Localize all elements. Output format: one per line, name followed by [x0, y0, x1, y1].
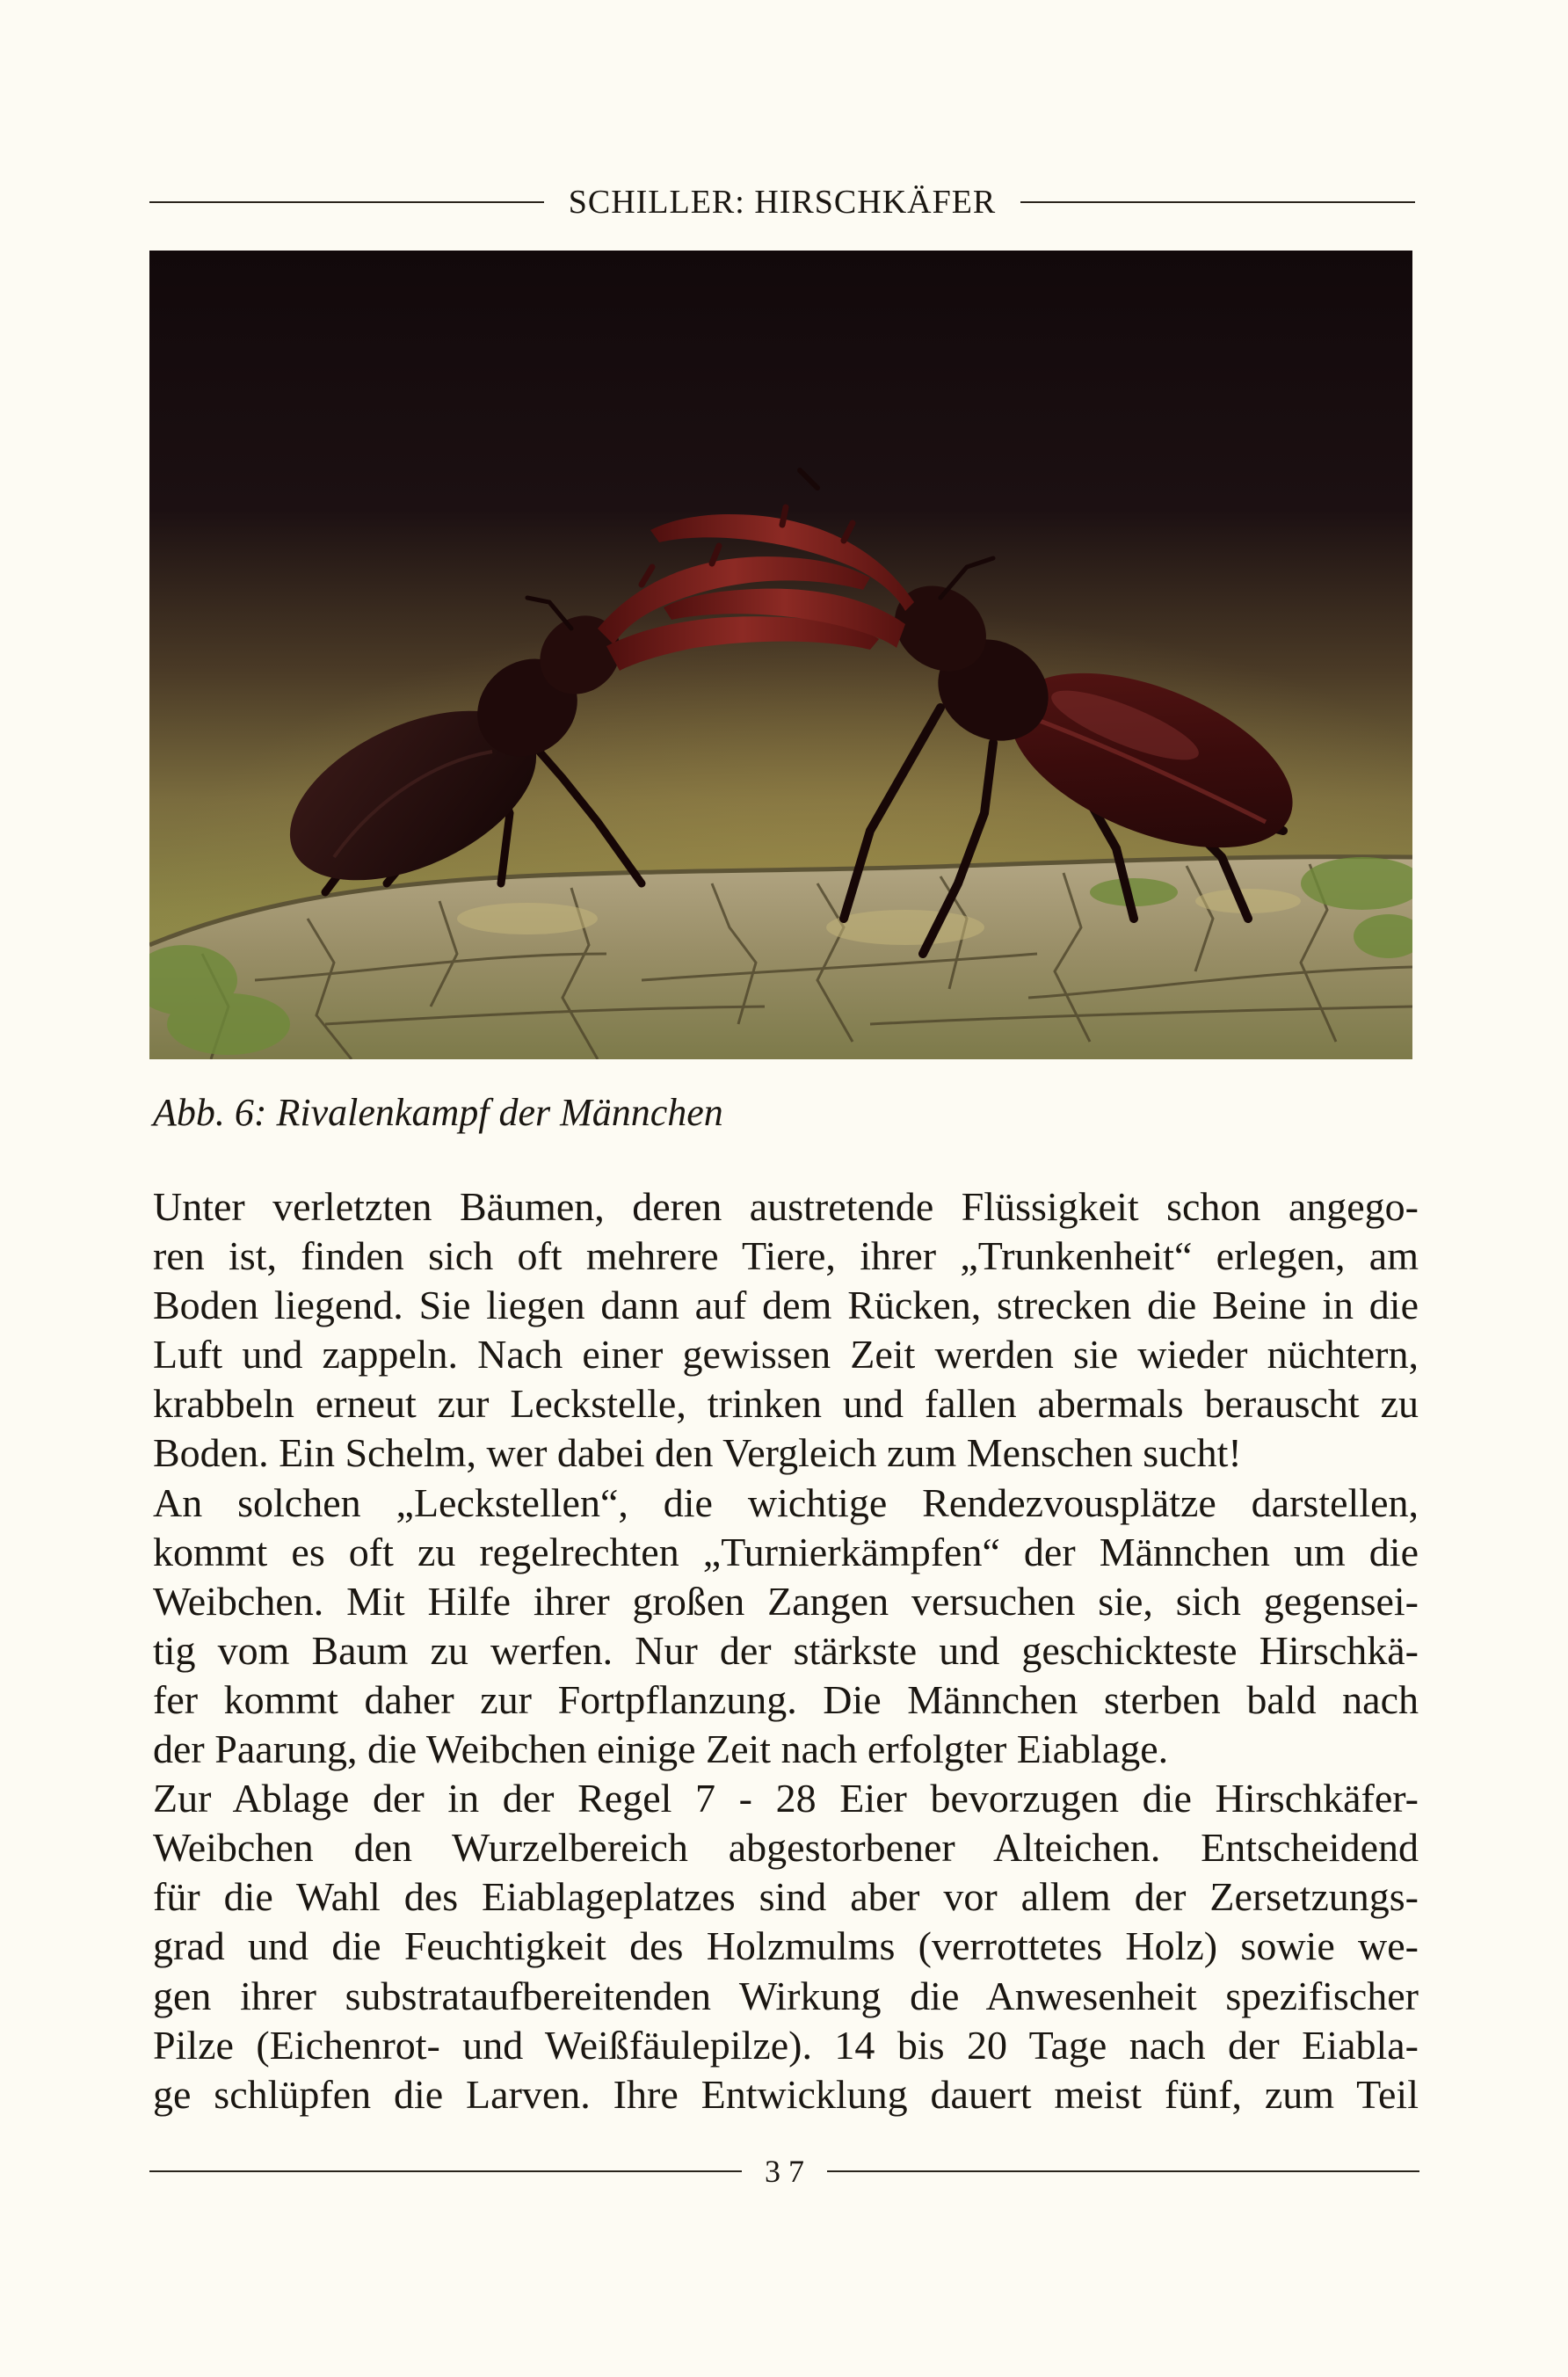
text-line: Boden. Ein Schelm, wer dabei den Vergleich zum Menschen sucht!	[153, 1430, 1242, 1476]
page-footer	[149, 2145, 1419, 2198]
page-number: 3 7	[765, 2154, 804, 2189]
paragraph-2	[153, 1479, 1419, 1775]
header-rule-left	[149, 201, 544, 203]
running-header	[149, 176, 1415, 229]
running-title: SCHILLER: HIRSCHKÄFER	[568, 184, 997, 221]
text-line: Boden liegend. Sie liegen dann auf dem Rücken, strecken die Beine in die	[153, 1283, 1419, 1328]
text-line: Zur Ablage der in der Regel 7 - 28 Eier bevorzugen die Hirschkäfer-	[153, 1776, 1419, 1821]
footer-rule-left	[149, 2170, 742, 2172]
text-line: krabbeln erneut zur Leckstelle, trinken und fallen abermals berauscht zu	[153, 1381, 1419, 1427]
text-line: fer kommt daher zur Fortpflanzung. Die Männchen sterben bald nach	[153, 1676, 1419, 1722]
body-text	[153, 1182, 1419, 2119]
header-rule-right	[1020, 201, 1415, 203]
paragraph-1	[153, 1182, 1419, 1479]
text-line: der Paarung, die Weibchen einige Zeit nach erfolgter Eiablage.	[153, 1726, 1169, 1772]
text-line: für die Wahl des Eiablageplatzes sind aber vor allem der Zersetzungs-	[153, 1874, 1419, 1920]
text-line: kommt es oft zu regelrechten „Turnierkämpfen“ der Männchen um die	[153, 1529, 1419, 1574]
stag-beetle-illustration	[149, 251, 1412, 1059]
paragraph-3	[153, 1774, 1419, 2119]
stag-beetle-photo	[149, 251, 1412, 1059]
text-line: Pilze (Eichenrot- und Weißfäulepilze). 14 bis 20 Tage nach der Eiabla-	[153, 2022, 1419, 2068]
text-line: An solchen „Leckstellen“, die wichtige Rendezvousplätze darstellen,	[153, 1479, 1419, 1525]
text-line: Luft und zappeln. Nach einer gewissen Zeit werden sie wieder nüchtern,	[153, 1332, 1419, 1377]
text-line: Unter verletzten Bäumen, deren austretende Flüssigkeit schon angego-	[153, 1184, 1419, 1229]
text-line: Weibchen. Mit Hilfe ihrer großen Zangen versuchen sie, sich gegensei-	[153, 1578, 1419, 1624]
figure-caption: Abb. 6: Rivalenkampf der Männchen	[153, 1091, 723, 1134]
footer-rule-right	[827, 2170, 1419, 2172]
text-line: grad und die Feuchtigkeit des Holzmulms (verrottetes Holz) sowie we-	[153, 1923, 1419, 1969]
text-line: gen ihrer substrataufbereitenden Wirkung die Anwesenheit spezifischer	[153, 1973, 1419, 2018]
text-line: Weibchen den Wurzelbereich abgestorbener Alteichen. Entscheidend	[153, 1825, 1419, 1871]
text-line: ren ist, finden sich oft mehrere Tiere, ihrer „Trunkenheit“ erlegen, am	[153, 1233, 1419, 1279]
text-line: tig vom Baum zu werfen. Nur der stärkste und geschickteste Hirschkä-	[153, 1627, 1419, 1673]
text-line: ge schlüpfen die Larven. Ihre Entwicklung dauert meist fünf, zum Teil	[153, 2071, 1419, 2117]
